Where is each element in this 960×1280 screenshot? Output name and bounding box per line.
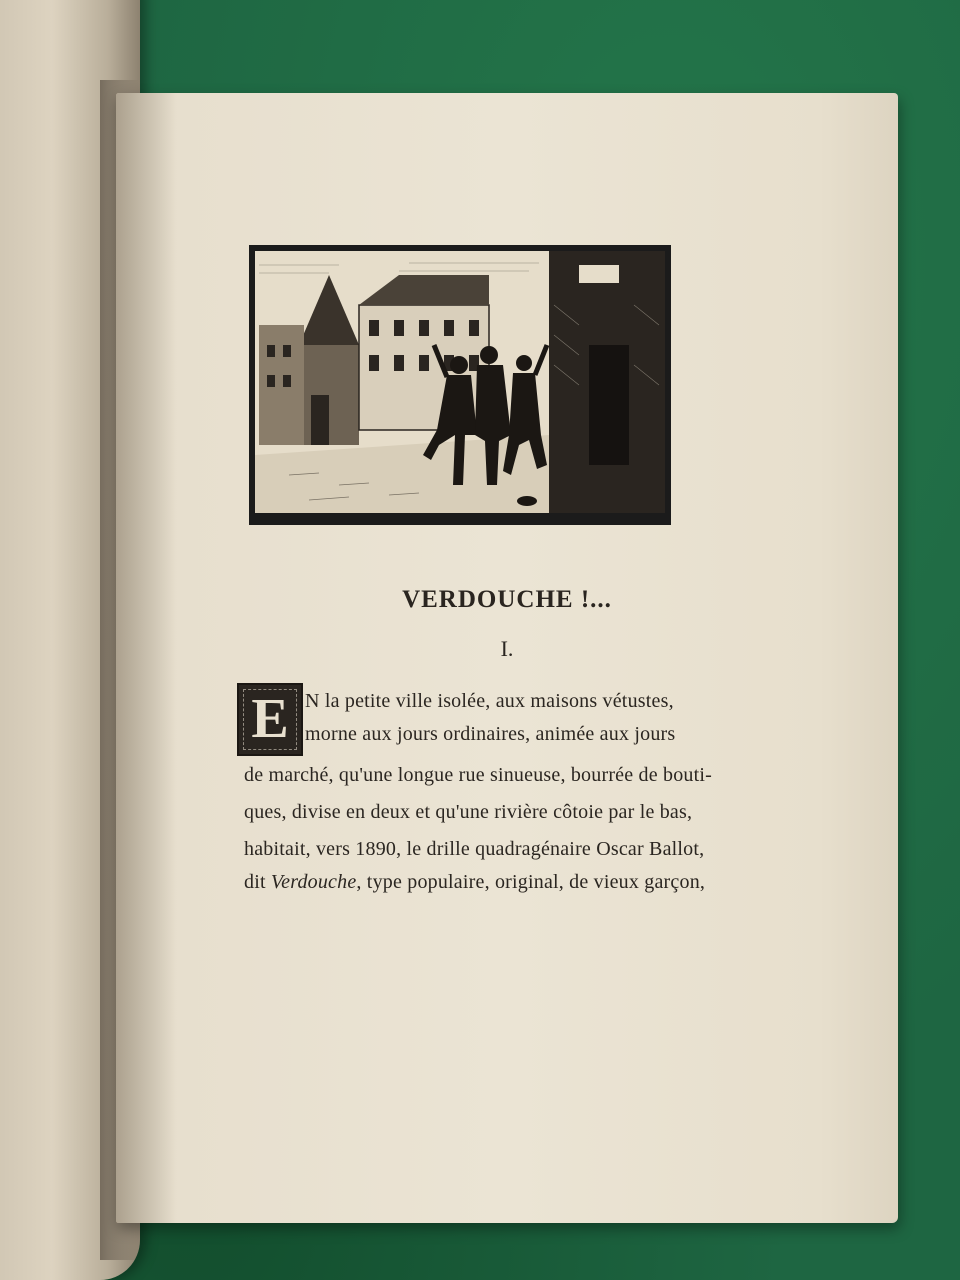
- street-scene-woodcut: [249, 245, 671, 525]
- text-line-5: habitait, vers 1890, le drille quadragénaire Oscar Ballot,: [244, 838, 705, 860]
- text-line-6-prefix: dit: [244, 871, 271, 893]
- chapter-title: VERDOUCHE !...: [402, 586, 612, 613]
- woodcut-illustration: [249, 245, 671, 525]
- section-number: I.: [500, 636, 514, 661]
- text-line-6-suffix: , type populaire, original, de vieux garçon,: [356, 871, 706, 893]
- text-line-2: morne aux jours ordinaires, animée aux jours: [305, 723, 676, 745]
- dropcap-letter: E: [251, 688, 289, 750]
- text-line-4: ques, divise en deux et qu'une rivière côtoie par le bas,: [244, 801, 693, 823]
- text-line-3: de marché, qu'une longue rue sinueuse, bourrée de bouti-: [244, 764, 712, 786]
- dropcap-border-ornament: [243, 689, 297, 750]
- text-line-6: [244, 871, 705, 894]
- text-line-1: N la petite ville isolée, aux maisons vétustes,: [305, 690, 674, 712]
- ornamental-dropcap: [237, 683, 303, 756]
- text-line-6-italic-name: Verdouche: [270, 871, 357, 893]
